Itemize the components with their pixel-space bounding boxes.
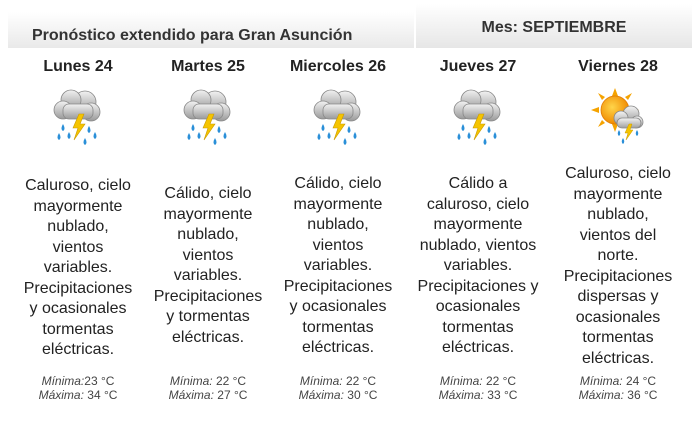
- description-line: nublado,: [587, 206, 649, 223]
- day-temperatures: [268, 374, 408, 402]
- max-temp-value: 36 °C: [627, 388, 658, 402]
- min-temp-value: 22 °C: [345, 374, 377, 388]
- storm-rain-icon: [181, 86, 235, 152]
- forecast-title: Pronóstico extendido para Gran Asunción: [32, 27, 353, 44]
- min-temp-row: [548, 374, 688, 388]
- day-column-lunes: [8, 50, 148, 420]
- day-description: [10, 176, 146, 361]
- description-line: mayormente: [163, 205, 253, 223]
- description-line: nublado,: [307, 216, 369, 233]
- day-temperatures: [138, 374, 278, 402]
- forecast-title-bar: [8, 12, 416, 48]
- description-line: y ocasionales: [289, 298, 387, 315]
- description-line: eléctricas.: [581, 349, 655, 367]
- description-line: caluroso, cielo: [426, 195, 530, 213]
- description-line: Cálido, cielo: [164, 185, 252, 202]
- max-temp-row: [548, 388, 688, 402]
- min-temp-value: 24 °C: [625, 374, 657, 388]
- max-temp-label: Máxima:: [438, 388, 484, 402]
- description-line: Cálido, cielo: [294, 175, 382, 192]
- description-line: tormentas: [582, 329, 654, 346]
- max-temp-row: [408, 388, 548, 402]
- max-temp-value: 30 °C: [347, 388, 378, 402]
- max-temp-label: Máxima:: [298, 388, 344, 402]
- sun-storm-icon: [591, 86, 645, 152]
- description-line: eléctricas.: [171, 328, 245, 346]
- description-line: Cálido a: [448, 175, 508, 192]
- day-column-martes: [138, 50, 278, 420]
- month-label: Mes: SEPTIEMBRE: [481, 19, 627, 36]
- description-line: nublado, vientos: [419, 236, 537, 254]
- description-line: tormentas: [302, 318, 374, 336]
- day-name: Lunes 24: [43, 58, 113, 75]
- max-temp-label: Máxima:: [168, 388, 214, 402]
- description-line: ocasionales: [575, 308, 661, 326]
- min-temp-label: Mínima:: [579, 374, 623, 388]
- description-line: vientos: [52, 238, 104, 256]
- description-line: vientos: [312, 236, 364, 254]
- day-name: Viernes 28: [578, 58, 658, 75]
- description-line: eléctricas.: [41, 341, 115, 358]
- day-temperatures: [548, 374, 688, 402]
- min-temp-row: [138, 374, 278, 388]
- storm-rain-icon: [51, 86, 105, 152]
- description-line: dispersas y: [577, 288, 659, 305]
- min-temp-label: Mínima:: [169, 374, 213, 388]
- description-line: variables.: [43, 259, 113, 276]
- min-temp-label: Mínima:: [41, 374, 85, 388]
- description-line: Precipitaciones: [153, 287, 263, 305]
- day-name: Jueves 27: [439, 58, 517, 75]
- day-temperatures: [408, 374, 548, 402]
- description-line: mayormente: [573, 185, 663, 203]
- forecast-header: [8, 4, 692, 48]
- description-line: mayormente: [433, 216, 523, 233]
- min-temp-row: [8, 374, 148, 388]
- day-description: [140, 184, 276, 348]
- day-name: Martes 25: [171, 58, 245, 75]
- storm-rain-icon: [451, 86, 505, 152]
- day-temperatures: [8, 374, 148, 402]
- description-line: y tormentas: [166, 308, 250, 325]
- description-line: ocasionales: [435, 298, 521, 315]
- min-temp-value: 23 °C: [84, 374, 115, 388]
- description-line: nublado,: [47, 218, 109, 235]
- month-bar: [416, 4, 692, 48]
- day-column-jueves: [408, 50, 548, 420]
- min-temp-value: 22 °C: [215, 374, 247, 388]
- max-temp-label: Máxima:: [38, 388, 84, 402]
- day-column-viernes: [548, 50, 688, 420]
- description-line: Precipitaciones: [23, 279, 133, 297]
- description-line: eléctricas.: [301, 339, 375, 356]
- storm-rain-icon: [311, 86, 365, 152]
- description-line: Precipitaciones: [563, 267, 673, 285]
- min-temp-label: Mínima:: [439, 374, 483, 388]
- description-line: mayormente: [293, 195, 383, 213]
- min-temp-row: [408, 374, 548, 388]
- max-temp-label: Máxima:: [578, 388, 624, 402]
- min-temp-label: Mínima:: [299, 374, 343, 388]
- min-temp-row: [268, 374, 408, 388]
- min-temp-value: 22 °C: [485, 374, 517, 388]
- description-line: tormentas: [42, 320, 114, 338]
- day-description: [550, 164, 686, 369]
- description-line: Precipitaciones y: [417, 277, 539, 295]
- description-line: vientos: [182, 246, 234, 264]
- description-line: norte.: [597, 247, 639, 264]
- description-line: variables.: [173, 267, 243, 284]
- max-temp-row: [8, 388, 148, 402]
- max-temp-value: 33 °C: [487, 388, 518, 402]
- description-line: tormentas: [442, 318, 514, 336]
- description-line: nublado,: [177, 226, 239, 243]
- max-temp-row: [138, 388, 278, 402]
- description-line: eléctricas.: [441, 339, 515, 356]
- day-column-miercoles: [268, 50, 408, 420]
- day-description: [410, 174, 546, 359]
- description-line: mayormente: [33, 197, 123, 215]
- description-line: Caluroso, cielo: [25, 177, 131, 194]
- description-line: variables.: [443, 257, 513, 274]
- day-description: [270, 174, 406, 359]
- max-temp-row: [268, 388, 408, 402]
- max-temp-value: 27 °C: [217, 388, 248, 402]
- description-line: Caluroso, cielo: [565, 165, 671, 182]
- description-line: Precipitaciones: [283, 277, 393, 295]
- max-temp-value: 34 °C: [87, 388, 118, 402]
- description-line: vientos del: [579, 226, 657, 244]
- description-line: y ocasionales: [29, 300, 127, 317]
- description-line: variables.: [303, 257, 373, 274]
- day-name: Miercoles 26: [289, 58, 387, 75]
